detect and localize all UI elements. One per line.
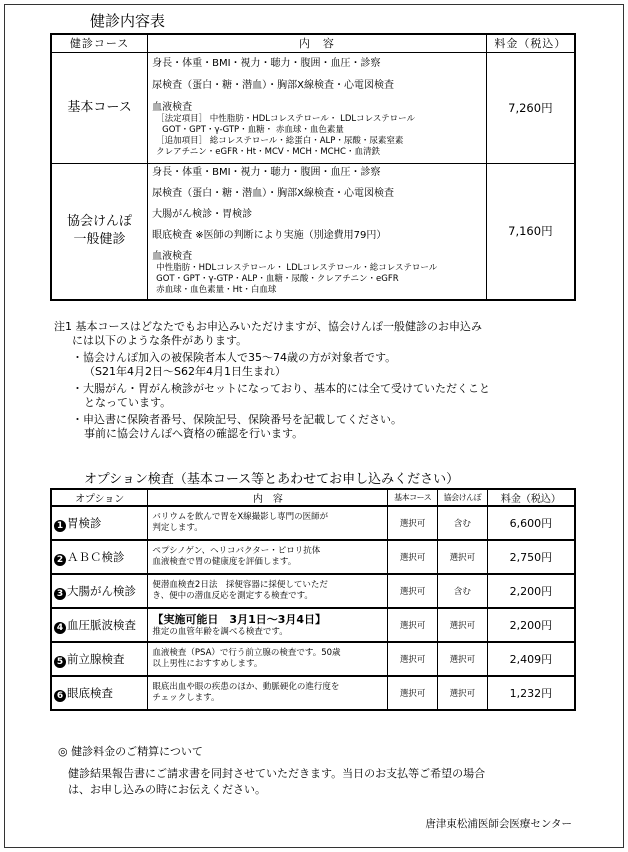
option-name [51, 608, 148, 642]
kyokai-course-label-2: 一般健診 [73, 232, 126, 248]
option-fee: 6,600円 [487, 506, 575, 540]
content-line: 血液検査 [152, 102, 193, 113]
content-line: 身長・体重・BMI・視力・聴力・腹囲・血圧・診察 [152, 167, 381, 179]
header-basic: 基本コース [388, 489, 438, 506]
option-label: 血圧脈波検査 [67, 617, 136, 632]
basic-course-name [51, 52, 148, 163]
note-bullet-3: ・申込書に保険者番号、保険記号、保険番号を記載してください。 [72, 413, 402, 426]
kyokai-availability: 選択可 [438, 676, 488, 710]
header-option-fee: 料金（税込） [487, 489, 575, 506]
blood-detail-line: ［追加項目］ 総コレステロール・総蛋白・ALP・尿酸・尿素窒素 [156, 136, 404, 146]
desc-line: 便潜血検査2日法 採便容器に採便していただ [152, 580, 328, 590]
option-label: 眼底検査 [67, 685, 113, 700]
desc-line: 血液検査で胃の健康度を評価します。 [152, 557, 297, 567]
note-bullet-2: ・大腸がん・胃がん検診がセットになっており、基本的には全て受けていただくこと [72, 382, 490, 395]
options-table [50, 488, 576, 711]
blood-detail-line: ［法定項目］ 中性脂肪・HDLコレステロール・ LDLコレステロール [156, 114, 416, 124]
basic-availability: 選択可 [388, 642, 438, 676]
table-header-row [51, 34, 575, 52]
option-label: 胃検診 [67, 515, 102, 530]
option-fee: 1,232円 [487, 676, 575, 710]
blood-detail-line: 中性脂肪・HDLコレステロール・ LDLコレステロール・総コレステロール [156, 263, 438, 274]
desc-line: バリウムを飲んで胃をX線撮影し専門の医師が [152, 512, 329, 522]
option-label: 大腸がん検診 [67, 583, 136, 598]
available-dates: 【実施可能日 3月1日～3月4日】 [152, 612, 327, 626]
payment-text-1: 健診結果報告書にご請求書を同封させていただきます。当日のお支払等ご希望の場合 [68, 767, 486, 780]
notes-section [54, 320, 574, 441]
number-badge: 6 [54, 690, 66, 702]
option-desc [148, 506, 388, 540]
option-desc [148, 642, 388, 676]
basic-course-row [51, 52, 575, 163]
option-name [51, 574, 148, 608]
basic-course-fee: 7,260円 [486, 52, 575, 163]
number-badge: 4 [54, 622, 66, 634]
header-kyokai: 協会けんぽ [438, 489, 488, 506]
kyokai-course-fee: 7,160円 [486, 163, 575, 300]
table-row [51, 608, 575, 642]
blood-detail-line: クレアチニン・eGFR・Ht・MCV・MCH・MCHC・血清鉄 [156, 147, 380, 157]
number-badge: 5 [54, 656, 66, 668]
content-line: 血液検査 [152, 251, 193, 263]
table-row [51, 506, 575, 540]
option-name [51, 506, 148, 540]
number-badge: 2 [54, 554, 66, 566]
payment-heading: ◎ 健診料金のご精算について [58, 745, 203, 758]
options-header-row [51, 489, 575, 506]
table-row [51, 642, 575, 676]
header-option: オプション [51, 489, 148, 506]
content-line: 尿検査（蛋白・糖・潜血）・胸部X線検査・心電図検査 [152, 188, 394, 200]
option-name [51, 642, 148, 676]
desc-line: 判定します。 [152, 523, 203, 533]
note-bullet-3-cont: 事前に協会けんぽへ資格の確認を行います。 [84, 427, 304, 440]
content-line: 尿検査（蛋白・糖・潜血）・胸部X線検査・心電図検査 [152, 80, 394, 91]
number-badge: 3 [54, 588, 66, 600]
kyokai-course-row [51, 163, 575, 300]
table-row [51, 540, 575, 574]
options-title: オプション検査（基本コース等とあわせてお申し込みください） [84, 472, 460, 487]
content-line: 身長・体重・BMI・視力・聴力・腹囲・血圧・診察 [152, 58, 381, 69]
kyokai-availability: 含む [438, 506, 488, 540]
note-1-cont: には以下のような条件があります。 [72, 334, 248, 347]
option-fee: 2,409円 [487, 642, 575, 676]
blood-detail-line: GOT・GPT・γ-GTP・ALP・血糖・尿酸・クレアチニン・eGFR [156, 274, 399, 285]
basic-availability: 選択可 [388, 608, 438, 642]
basic-course-content [148, 52, 487, 163]
desc-line: 推定の血管年齢を調べる検査です。 [152, 626, 288, 637]
desc-line: チェックします。 [152, 693, 220, 703]
option-desc [148, 676, 388, 710]
basic-availability: 選択可 [388, 574, 438, 608]
desc-line: き、便中の潜血反応を測定する検査です。 [152, 591, 313, 601]
option-fee: 2,200円 [487, 608, 575, 642]
number-badge: 1 [54, 520, 66, 532]
kyokai-availability: 選択可 [438, 642, 488, 676]
blood-detail-line: 赤血球・血色素量・Ht・白血球 [156, 285, 277, 296]
note-bullet-1-cont: （S21年4月2日～S62年4月1日生まれ） [84, 365, 286, 378]
desc-line: 血液検査（PSA）で行う前立腺の検査です。50歳 [152, 648, 341, 658]
option-label: ＡＢＣ検診 [67, 549, 125, 564]
kyokai-course-label-1: 協会けんぽ [67, 214, 133, 230]
kyokai-course-content [148, 163, 487, 300]
option-fee: 2,200円 [487, 574, 575, 608]
basic-availability: 選択可 [388, 506, 438, 540]
desc-line: 以上男性におすすめします。 [152, 659, 263, 669]
basic-course-label: 基本コース [67, 99, 132, 115]
content-line: 眼底検査 ※医師の判断により実施（別途費用79円） [152, 230, 387, 242]
page-title: 健診内容表 [90, 12, 166, 30]
desc-line: ペプシノゲン、ヘリコバクター・ピロリ抗体 [152, 546, 321, 556]
basic-availability: 選択可 [388, 540, 438, 574]
organization-name: 唐津東松浦医師会医療センター [425, 818, 572, 830]
payment-text-2: は、お申し込みの時にお伝えください。 [68, 783, 266, 796]
blood-detail-line: GOT・GPT・γ-GTP・血糖・ 赤血球・血色素量 [162, 125, 344, 135]
option-name [51, 676, 148, 710]
option-desc [148, 608, 388, 642]
kyokai-course-name [51, 163, 148, 300]
table-row [51, 574, 575, 608]
kyokai-availability: 含む [438, 574, 488, 608]
header-course: 健診コース [51, 34, 148, 52]
note-bullet-2-cont: となっています。 [84, 396, 172, 409]
option-desc [148, 540, 388, 574]
option-desc [148, 574, 388, 608]
header-option-content: 内 容 [148, 489, 388, 506]
option-fee: 2,750円 [487, 540, 575, 574]
desc-line: 眼底出血や眼の疾患のほか、動脈硬化の進行度を [152, 682, 340, 692]
kyokai-availability: 選択可 [438, 608, 488, 642]
header-fee: 料金（税込） [486, 34, 575, 52]
basic-availability: 選択可 [388, 676, 438, 710]
note-1: 注1 基本コースはどなたでもお申込みいただけますが、協会けんぽ一般健診のお申込み [54, 320, 482, 333]
table-row [51, 676, 575, 710]
option-label: 前立腺検査 [67, 651, 125, 666]
checkup-content-table [50, 33, 576, 301]
content-line: 大腸がん検診・胃検診 [152, 209, 253, 221]
option-name [51, 540, 148, 574]
note-bullet-1: ・協会けんぽ加入の被保険者本人で35～74歳の方が対象者です。 [72, 351, 397, 364]
header-content: 内 容 [148, 34, 487, 52]
payment-section [58, 744, 578, 798]
kyokai-availability: 選択可 [438, 540, 488, 574]
